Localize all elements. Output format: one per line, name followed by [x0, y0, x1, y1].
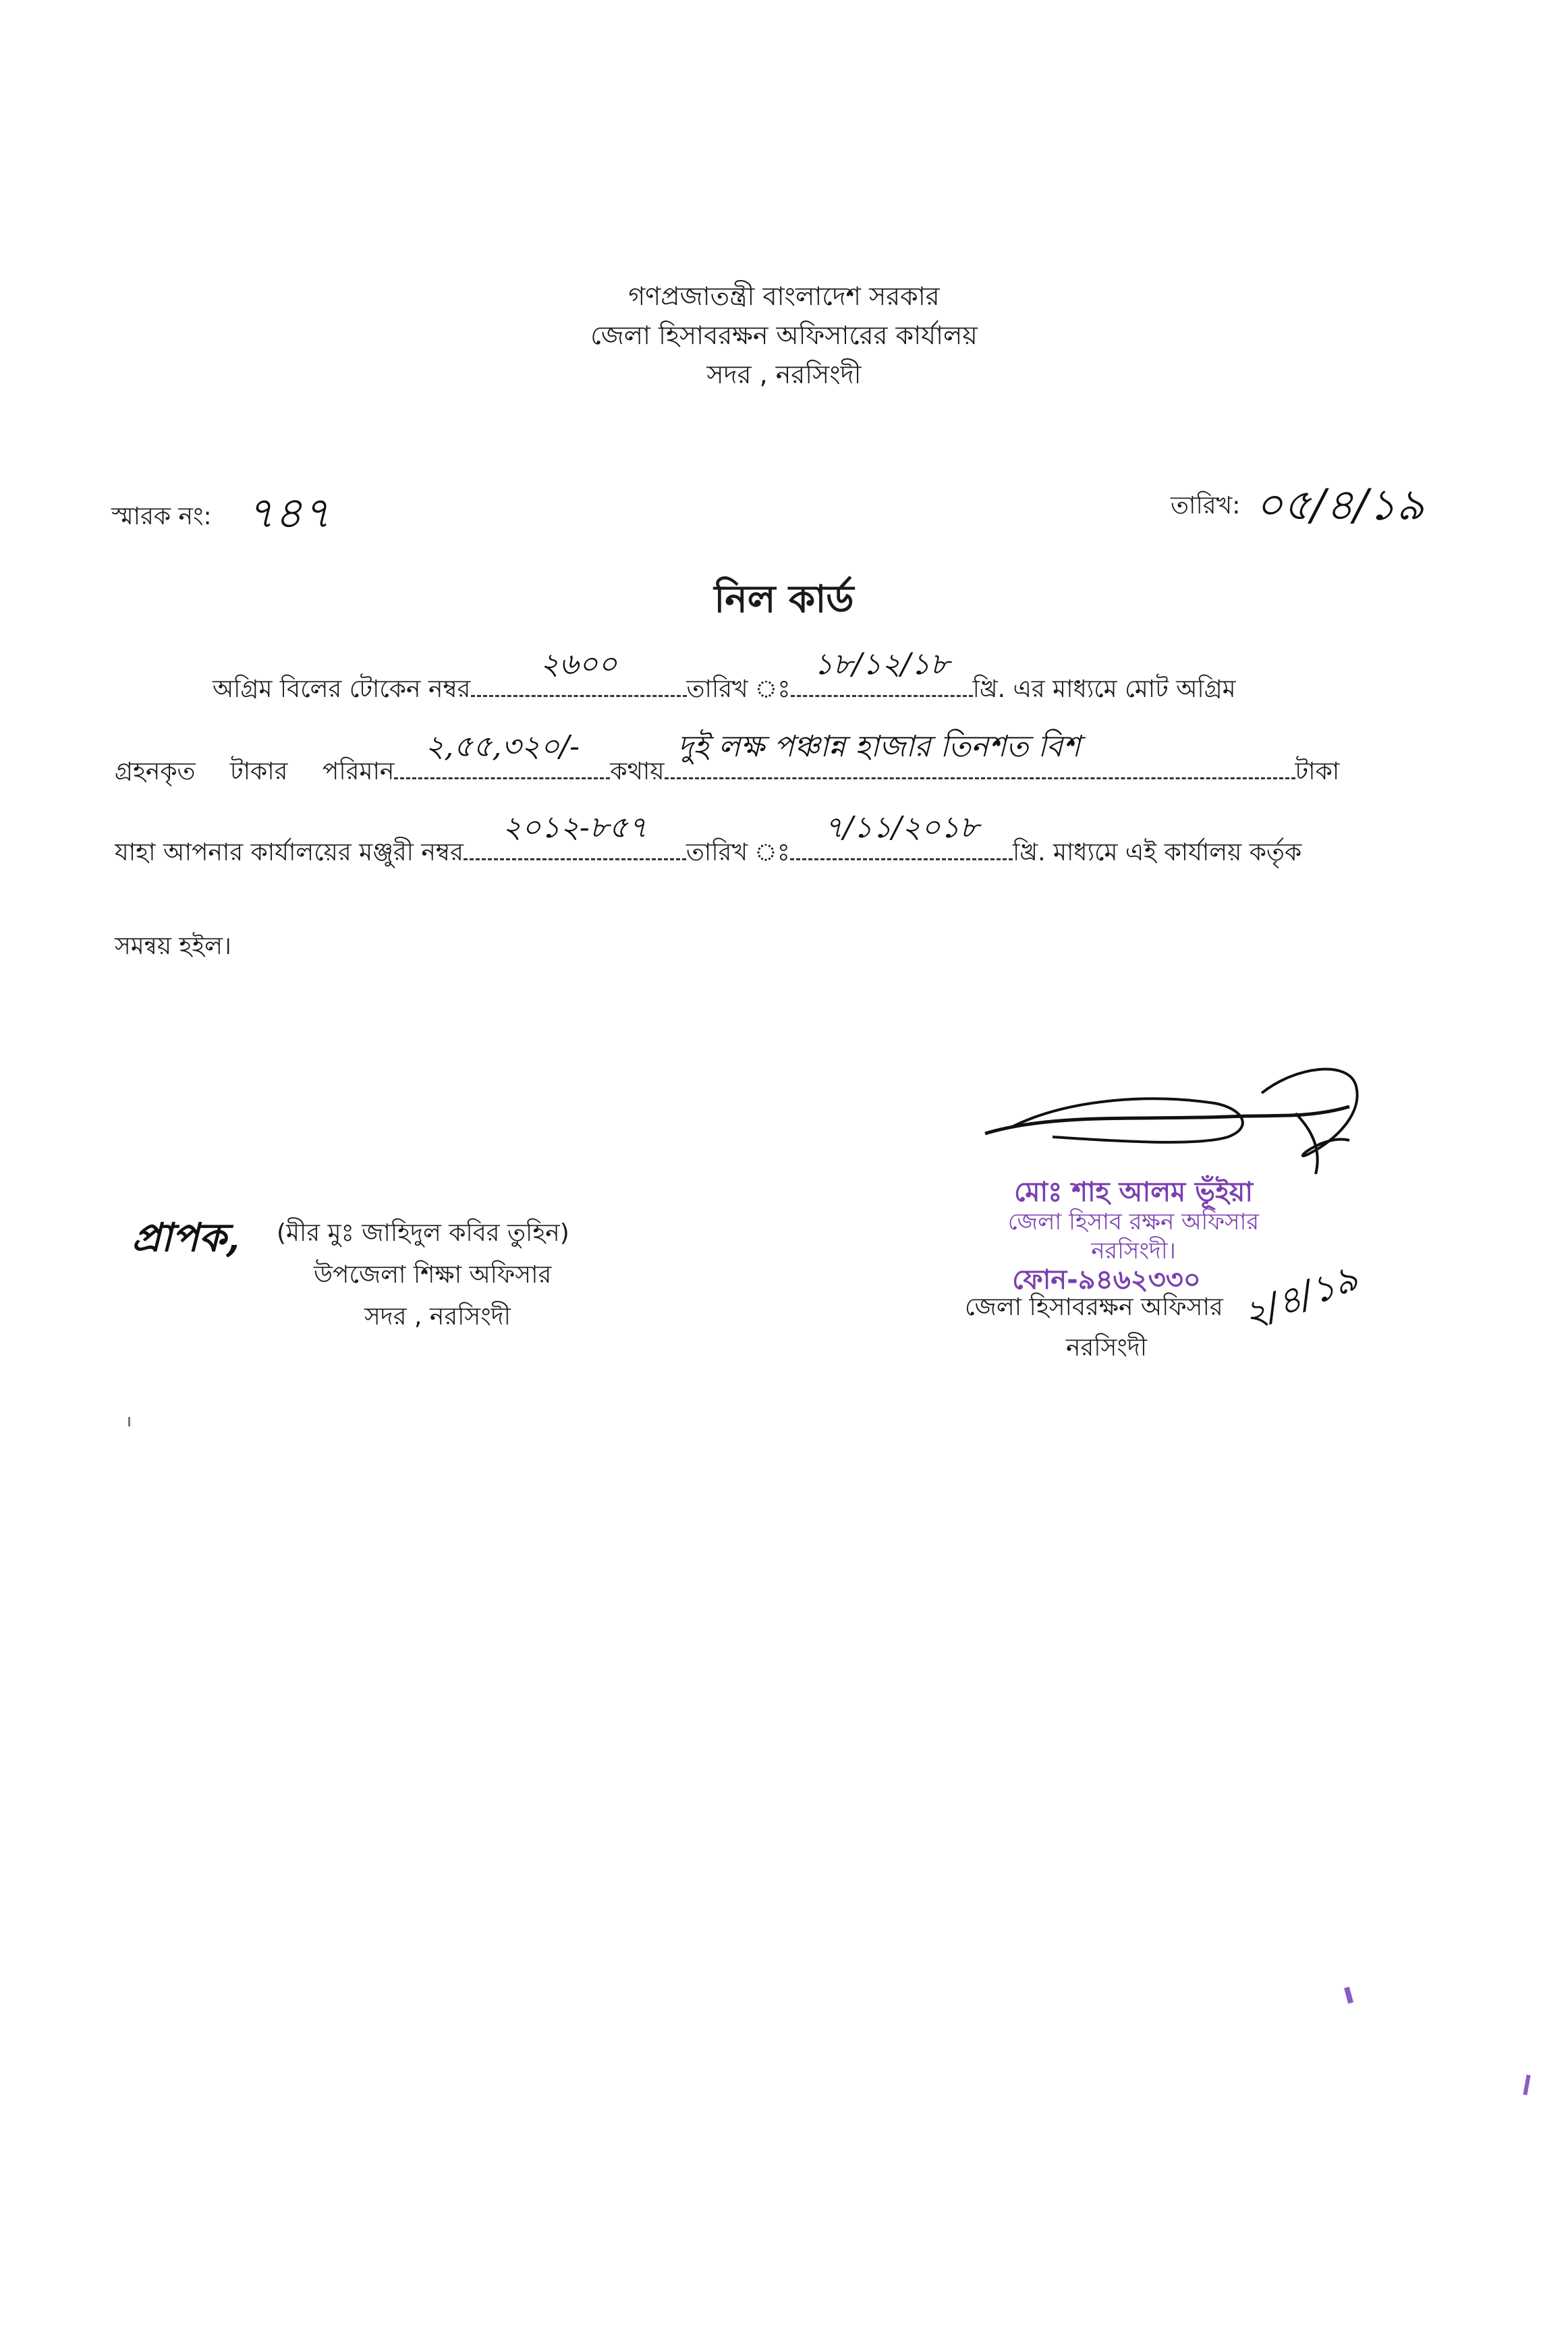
- stamp-title: জেলা হিসাব রক্ষন অফিসার: [1007, 1208, 1260, 1235]
- sanction-label: যাহা আপনার কার্যালয়ের মঞ্জুরী নম্বর: [115, 839, 464, 866]
- body-line-2: [115, 729, 1403, 793]
- body-line-3: [115, 810, 1403, 874]
- amount-value: ২,৫৫,৩২০/-: [424, 729, 580, 764]
- recipient-label: প্রাপক,: [132, 1215, 240, 1260]
- document-title: নিল কার্ড: [714, 578, 854, 621]
- header-line-office: জেলা হিসাবরক্ষন অফিসারের কার্যালয়: [590, 321, 978, 350]
- sanction-date-label: তারিখ ঃ: [685, 839, 790, 866]
- sender-signature: [972, 1053, 1390, 1188]
- ink-speck: [1344, 1986, 1353, 2003]
- token-suffix: খ্রি. এর মাধ্যমে মোট অগ্রিম: [972, 675, 1236, 703]
- amount-words-value: দুই লক্ষ পঞ্চান্ন হাজার তিনশত বিশ: [677, 729, 1081, 764]
- sanction-suffix: খ্রি. মাধ্যমে এই কার্যালয় কর্তৃক: [1013, 839, 1302, 866]
- sender-designation: জেলা হিসাবরক্ষন অফিসার: [965, 1293, 1223, 1321]
- amount-label: গ্রহনকৃত টাকার পরিমান: [115, 758, 395, 785]
- handwritten-note: ২/৪/১৯: [1237, 1256, 1364, 1337]
- token-date-label: তারিখ ঃ: [686, 675, 791, 703]
- recipient-place: সদর , নরসিংদী: [364, 1303, 511, 1331]
- ink-speck: [1523, 2075, 1530, 2096]
- token-date-field: [791, 647, 973, 697]
- sanction-date-value: ৭/১১/২০১৮: [824, 810, 979, 845]
- stamp-name: মোঃ শাহ আলম ভূঁইয়া: [1014, 1177, 1253, 1208]
- memo-label: স্মারক নং:: [111, 503, 212, 530]
- amount-field: [394, 729, 610, 779]
- sanction-number-value: ২০১২-৮৫৭: [502, 810, 648, 845]
- token-number-field: [471, 647, 687, 697]
- header-line-location: সদর , নরসিংদী: [706, 360, 862, 389]
- amount-words-label: কথায়: [610, 758, 665, 785]
- body-line-4: সমন্বয় হইল।: [115, 932, 231, 960]
- recipient-name: (মীর মুঃ জাহিদুল কবির তুহিন): [277, 1219, 569, 1247]
- sanction-date-field: [790, 810, 1013, 860]
- sanction-number-field: [464, 810, 686, 860]
- amount-words-field: [665, 729, 1295, 779]
- token-label: অগ্রিম বিলের টোকেন নম্বর: [213, 675, 471, 703]
- amount-suffix: টাকা: [1295, 758, 1340, 785]
- header-line-government: গণপ্রজাতন্ত্রী বাংলাদেশ সরকার: [628, 281, 940, 311]
- body-line-1: [213, 647, 1407, 711]
- date-value: ০৫/৪/১৯: [1255, 480, 1424, 530]
- token-number-value: ২৬০০: [540, 647, 617, 681]
- date-label: তারিখ:: [1171, 492, 1241, 520]
- memo-number: ৭৪৭: [246, 489, 331, 538]
- recipient-designation: উপজেলা শিক্ষা অফিসার: [314, 1261, 552, 1289]
- stamp-phone: ফোন-৯৪৬২৩৩০: [1012, 1264, 1201, 1296]
- stamp-place: নরসিংদী।: [1091, 1237, 1176, 1264]
- scan-speck: [128, 1417, 130, 1426]
- sender-place: নরসিংদী: [1066, 1334, 1148, 1362]
- token-date-value: ১৮/১২/১৮: [814, 647, 950, 681]
